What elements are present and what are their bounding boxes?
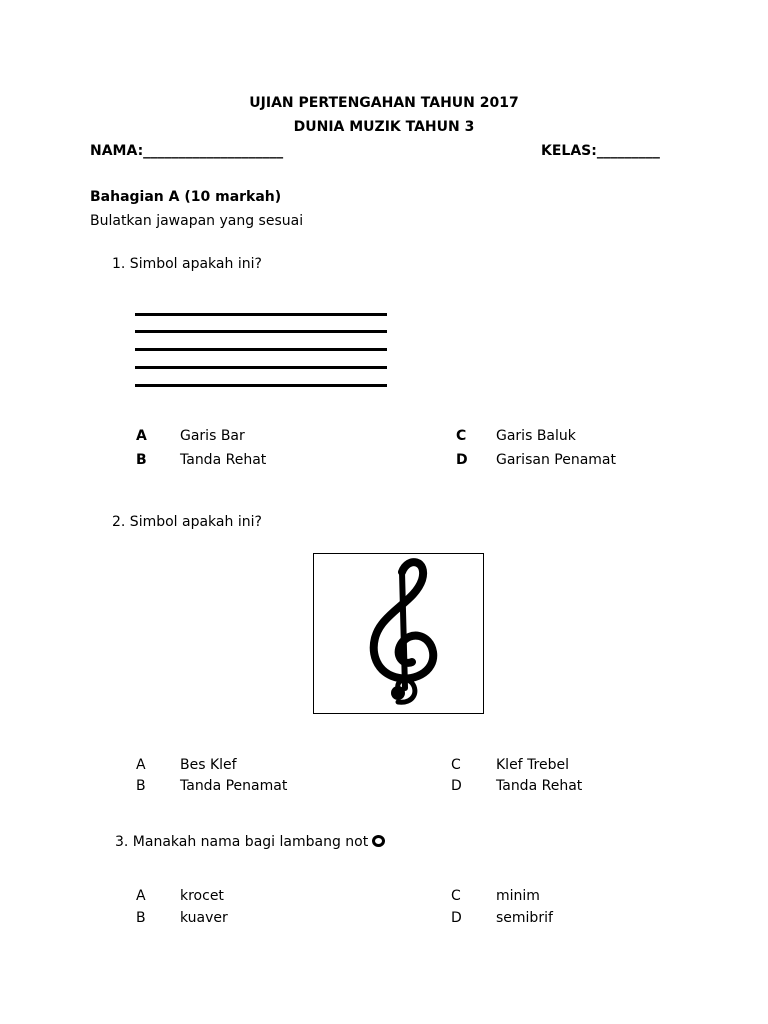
q3-option-c-text: minim	[496, 888, 540, 904]
q3-option-c-letter: C	[451, 888, 461, 904]
q3-option-d-letter: D	[451, 910, 462, 926]
q3-option-d-text: semibrif	[496, 910, 553, 926]
q2-option-c-text: Klef Trebel	[496, 757, 570, 773]
q1-option-d-letter: D	[456, 452, 468, 468]
q3-option-b-letter: B	[136, 910, 146, 926]
question-3-row	[115, 834, 385, 850]
q3-option-b-text: kuaver	[180, 910, 228, 926]
q1-option-a-text: Garis Bar	[180, 428, 245, 444]
question-3: 3. Manakah nama bagi lambang not	[115, 834, 369, 850]
q2-option-c-letter: C	[451, 757, 461, 773]
treble-clef-icon	[314, 554, 483, 713]
q1-option-b-text: Tanda Rehat	[180, 452, 267, 468]
q1-option-c-text: Garis Baluk	[496, 428, 576, 444]
section-title: Bahagian A (10 markah)	[90, 189, 282, 205]
q1-option-b-letter: B	[136, 452, 147, 468]
class-field-label: KELAS:_________	[541, 143, 660, 159]
name-field-label: NAMA:____________________	[90, 143, 284, 159]
exam-subtitle: DUNIA MUZIK TAHUN 3	[293, 119, 475, 135]
q2-option-b-text: Tanda Penamat	[180, 778, 288, 794]
q2-option-a-text: Bes Klef	[180, 757, 237, 773]
q2-option-d-text: Tanda Rehat	[496, 778, 583, 794]
q2-option-a-letter: A	[136, 757, 146, 773]
exam-title: UJIAN PERTENGAHAN TAHUN 2017	[249, 95, 519, 111]
question-1: 1. Simbol apakah ini?	[112, 256, 262, 272]
treble-clef-frame	[313, 553, 484, 714]
question-2: 2. Simbol apakah ini?	[112, 514, 262, 530]
q2-option-d-letter: D	[451, 778, 462, 794]
q3-option-a-letter: A	[136, 888, 146, 904]
whole-note-icon	[372, 835, 385, 847]
q1-option-d-text: Garisan Penamat	[496, 452, 616, 468]
q1-option-a-letter: A	[136, 428, 147, 444]
q2-option-b-letter: B	[136, 778, 146, 794]
q1-option-c-letter: C	[456, 428, 467, 444]
section-instruction: Bulatkan jawapan yang sesuai	[90, 213, 304, 229]
q3-option-a-text: krocet	[180, 888, 224, 904]
